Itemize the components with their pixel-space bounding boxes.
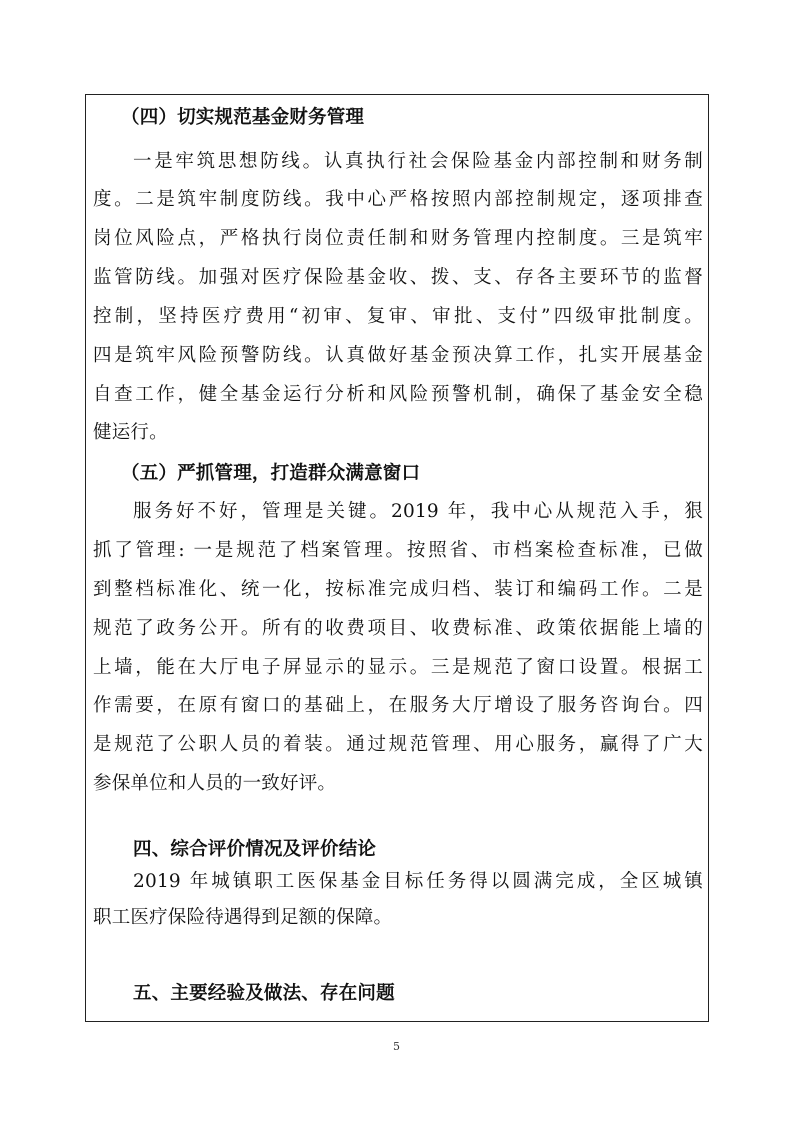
- paragraph-line: 参保单位和人员的一致好评。: [93, 773, 337, 794]
- paragraph-line: 度。二是筑牢制度防线。我中心严格按照内部控制规定，逐项排查: [93, 189, 703, 210]
- section-heading: （五）严抓管理，打造群众满意窗口: [121, 463, 421, 484]
- paragraph-line: 服务好不好，管理是关键。2019 年，我中心从规范入手，狠: [133, 501, 703, 522]
- page-number: 5: [393, 1040, 400, 1053]
- paragraph-line: 岗位风险点，严格执行岗位责任制和财务管理内控制度。三是筑牢: [93, 228, 703, 249]
- paragraph-line: 是规范了公职人员的着装。通过规范管理、用心服务，赢得了广大: [93, 734, 703, 755]
- paragraph-line: 监管防线。加强对医疗保险基金收、拨、支、存各主要环节的监督: [93, 267, 703, 288]
- paragraph-line: 2019 年城镇职工医保基金目标任务得以圆满完成，全区城镇: [133, 871, 703, 892]
- section-heading: 四、综合评价情况及评价结论: [133, 839, 377, 860]
- paragraph-line: 四是筑牢风险预警防线。认真做好基金预决算工作，扎实开展基金: [93, 345, 703, 366]
- paragraph-line: 职工医疗保险待遇得到足额的保障。: [93, 907, 393, 928]
- paragraph-line: 到整档标准化、统一化，按标准完成归档、装订和编码工作。二是: [93, 579, 703, 600]
- paragraph-line: 自查工作，健全基金运行分析和风险预警机制，确保了基金安全稳: [93, 384, 703, 405]
- paragraph-line: 上墙，能在大厅电子屏显示的显示。三是规范了窗口设置。根据工: [93, 657, 703, 678]
- paragraph-line: 规范了政务公开。所有的收费项目、收费标准、政策依据能上墙的: [93, 618, 703, 639]
- paragraph-line: 控制，坚持医疗费用“初审、复审、审批、支付”四级审批制度。: [93, 306, 703, 327]
- paragraph-line: 作需要，在原有窗口的基础上，在服务大厅增设了服务咨询台。四: [93, 695, 703, 716]
- paragraph-line: 一是牢筑思想防线。认真执行社会保险基金内部控制和财务制: [133, 151, 703, 172]
- section-heading: （四）切实规范基金财务管理: [121, 107, 365, 128]
- section-heading: 五、主要经验及做法、存在问题: [133, 983, 395, 1004]
- paragraph-line: 抓了管理: 一是规范了档案管理。按照省、市档案检查标准，已做: [93, 540, 703, 561]
- paragraph-line: 健运行。: [93, 422, 168, 443]
